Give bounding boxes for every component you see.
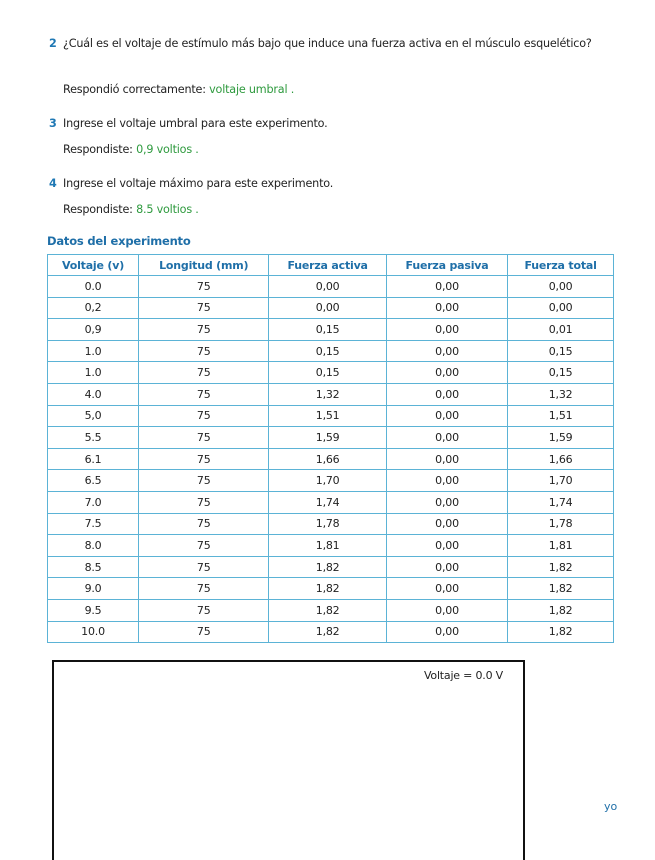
table-cell: 0,00 [386,297,507,319]
table-cell: 1,81 [508,535,614,557]
table-row [48,405,614,427]
table-cell: 1,70 [269,470,386,492]
table-cell: 0,00 [386,621,507,643]
table-cell: 1,32 [508,383,614,405]
table-cell: 7.5 [48,513,139,535]
table-cell: 0,2 [48,297,139,319]
table-cell: 1,66 [508,448,614,470]
table-cell: 1,78 [508,513,614,535]
table-cell: 75 [139,556,269,578]
answer-4 [63,203,199,216]
table-cell: 1,82 [508,599,614,621]
table-cell: 0,15 [508,362,614,384]
table-cell: 0,00 [508,276,614,298]
table-row [48,513,614,535]
table-cell: 0,00 [386,491,507,513]
table-cell: 75 [139,535,269,557]
table-cell: 1.0 [48,362,139,384]
table-row [48,276,614,298]
table-cell: 1,82 [508,556,614,578]
table-cell: 1,82 [508,578,614,600]
table-cell: 75 [139,470,269,492]
question-4 [49,175,609,192]
table-cell: 8.0 [48,535,139,557]
table-cell: 0,00 [386,427,507,449]
table-row [48,470,614,492]
table-cell: 0,00 [386,276,507,298]
table-row [48,427,614,449]
table-row [48,535,614,557]
table-cell: 5,0 [48,405,139,427]
table-cell: 0,00 [386,513,507,535]
table-cell: 0,00 [386,578,507,600]
table-cell: 1,59 [269,427,386,449]
table-title: Datos del experimento [47,234,191,248]
voltage-readout-panel [52,660,525,860]
table-cell: 6.1 [48,448,139,470]
table-cell: 0,00 [386,383,507,405]
table-cell: 1,82 [269,599,386,621]
table-cell: 0,15 [269,319,386,341]
table-cell: 75 [139,621,269,643]
column-header: Voltaje (v) [48,255,139,276]
table-cell: 7.0 [48,491,139,513]
table-cell: 0,15 [508,340,614,362]
answer-prefix: Respondiste: [63,203,133,216]
answer-2 [63,83,294,96]
table-cell: 75 [139,448,269,470]
answer-value: voltaje umbral . [209,83,295,96]
table-cell: 1,32 [269,383,386,405]
answer-value: 0,9 voltios . [136,143,199,156]
table-cell: 1,51 [269,405,386,427]
table-cell: 1,81 [269,535,386,557]
table-cell: 1,59 [508,427,614,449]
table-row [48,297,614,319]
table-row [48,578,614,600]
table-cell: 75 [139,491,269,513]
question-number: 3 [49,117,57,130]
answer-prefix: Respondió correctamente: [63,83,206,96]
table-cell: 6.5 [48,470,139,492]
table-body [48,276,614,643]
table-cell: 75 [139,297,269,319]
table-cell: 75 [139,427,269,449]
table-row [48,491,614,513]
table-row [48,383,614,405]
table-cell: 9.0 [48,578,139,600]
experiment-data-table [47,254,614,643]
column-header: Longitud (mm) [139,255,269,276]
question-number: 4 [49,177,57,190]
question-text: Ingrese el voltaje máximo para este experimento. [63,177,334,190]
table-header-row [48,255,614,276]
table-cell: 1.0 [48,340,139,362]
table-cell: 1,78 [269,513,386,535]
table-cell: 75 [139,319,269,341]
table-row [48,319,614,341]
table-cell: 0,15 [269,362,386,384]
table-cell: 1,51 [508,405,614,427]
question-2 [49,35,609,52]
table-cell: 1,74 [508,491,614,513]
table-cell: 0,00 [269,297,386,319]
question-text: Ingrese el voltaje umbral para este experimento. [63,117,328,130]
table-cell: 75 [139,362,269,384]
answer-3 [63,143,199,156]
column-header: Fuerza pasiva [386,255,507,276]
corner-label: yo [604,800,618,813]
table-cell: 0,00 [386,599,507,621]
table-cell: 10.0 [48,621,139,643]
table-cell: 0,00 [386,340,507,362]
table-row [48,340,614,362]
table-cell: 0,00 [386,448,507,470]
table-cell: 0,00 [386,405,507,427]
table-cell: 75 [139,276,269,298]
table-cell: 9.5 [48,599,139,621]
table-cell: 1,66 [269,448,386,470]
table-row [48,599,614,621]
table-cell: 0,01 [508,319,614,341]
answer-prefix: Respondiste: [63,143,133,156]
table-cell: 1,82 [269,556,386,578]
table-cell: 1,82 [508,621,614,643]
table-row [48,556,614,578]
voltage-readout: Voltaje = 0.0 V [423,669,503,682]
table-cell: 1,82 [269,621,386,643]
column-header: Fuerza activa [269,255,386,276]
table-cell: 1,82 [269,578,386,600]
table-cell: 75 [139,513,269,535]
table-cell: 0,00 [386,319,507,341]
column-header: Fuerza total [508,255,614,276]
table-cell: 0,00 [269,276,386,298]
answer-value: 8.5 voltios . [136,203,199,216]
table-cell: 75 [139,383,269,405]
question-3 [49,115,609,132]
question-number: 2 [49,37,57,50]
question-text: ¿Cuál es el voltaje de estímulo más bajo que induce una fuerza activa en el músculo esquelético? [63,37,592,50]
table-cell: 0,00 [386,556,507,578]
table-cell: 75 [139,405,269,427]
table-row [48,448,614,470]
table-cell: 5.5 [48,427,139,449]
table-cell: 0,00 [386,470,507,492]
table-cell: 1,70 [508,470,614,492]
table-row [48,362,614,384]
table-cell: 8.5 [48,556,139,578]
table-cell: 75 [139,340,269,362]
table-cell: 0,15 [269,340,386,362]
table-cell: 75 [139,599,269,621]
table-cell: 0,00 [386,535,507,557]
table-cell: 0,00 [508,297,614,319]
table-row [48,621,614,643]
table-cell: 0.0 [48,276,139,298]
table-cell: 0,9 [48,319,139,341]
table-cell: 4.0 [48,383,139,405]
table-cell: 0,00 [386,362,507,384]
table-cell: 1,74 [269,491,386,513]
table-cell: 75 [139,578,269,600]
